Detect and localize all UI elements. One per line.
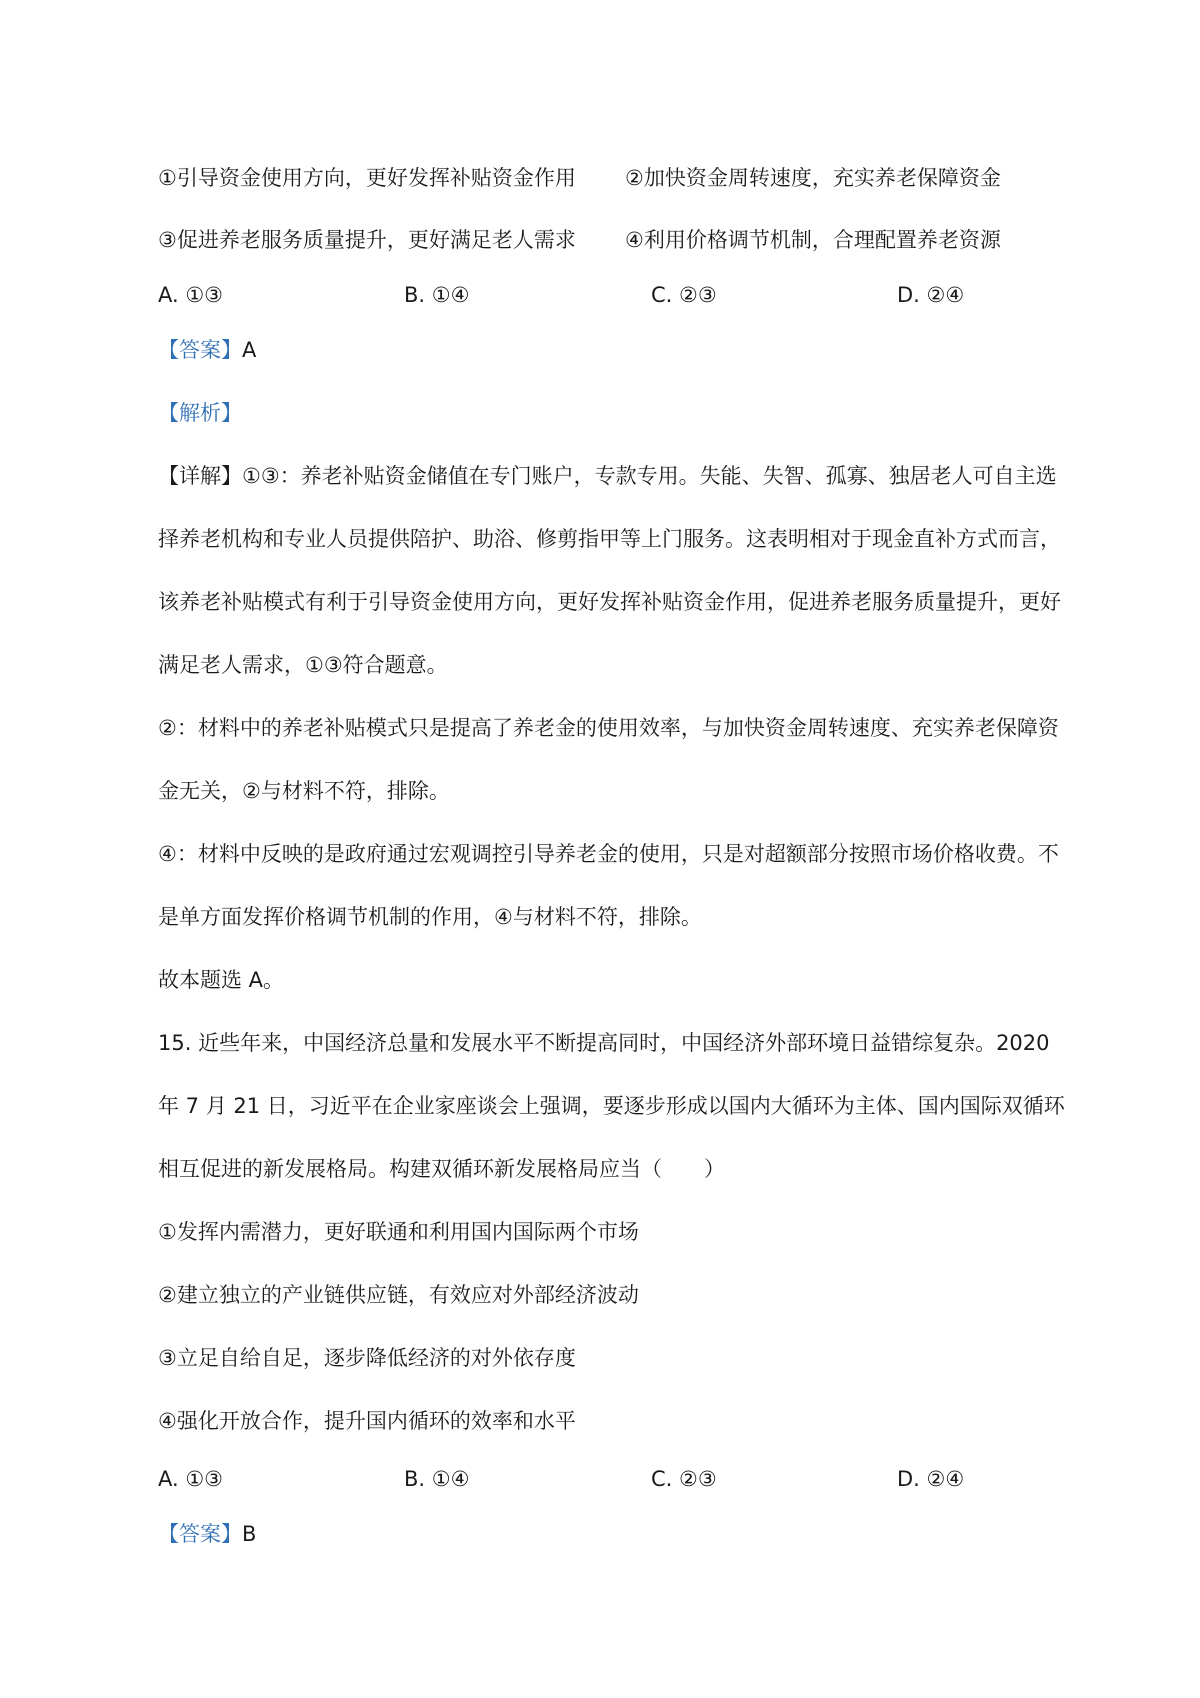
- q15-option-a: A. ①③: [158, 1467, 223, 1491]
- q14-statement-3: ③促进养老服务质量提升，更好满足老人需求: [158, 228, 576, 252]
- q14-detail-line-3: 该养老补贴模式有利于引导资金使用方向，更好发挥补贴资金作用，促进养老服务质量提升，更好: [158, 590, 1061, 614]
- q14-detail-line-9: 故本题选 A。: [158, 968, 285, 992]
- answer-tag: 【答案】: [158, 1522, 242, 1546]
- answer-value: B: [242, 1522, 257, 1546]
- q14-detail-line-2: 择养老机构和专业人员提供陪护、助浴、修剪指甲等上门服务。这表明相对于现金直补方式而言，: [158, 527, 1061, 551]
- q14-detail-line-1: [158, 461, 1057, 491]
- answer-value: A: [242, 338, 257, 362]
- q15-option-b: B. ①④: [404, 1467, 470, 1491]
- q15-stem-line-3: 相互促进的新发展格局。构建双循环新发展格局应当（ ）: [158, 1157, 725, 1181]
- detail-text: ①③：养老补贴资金储值在专门账户，专款专用。失能、失智、孤寡、独居老人可自主选: [242, 464, 1057, 488]
- q15-statement-4: ④强化开放合作，提升国内循环的效率和水平: [158, 1409, 576, 1433]
- q14-detail-line-6: 金无关，②与材料不符，排除。: [158, 779, 450, 803]
- q15-stem-line-1: 15. 近些年来，中国经济总量和发展水平不断提高同时，中国经济外部环境日益错综复杂。2020: [158, 1031, 1050, 1055]
- q15-stem-line-2: 年 7 月 21 日，习近平在企业家座谈会上强调，要逐步形成以国内大循环为主体、国内国际双循环: [158, 1094, 1065, 1118]
- q15-answer: [158, 1519, 256, 1549]
- q15-option-c: C. ②③: [651, 1467, 717, 1491]
- q14-answer: [158, 335, 256, 365]
- q14-detail-line-4: 满足老人需求，①③符合题意。: [158, 653, 448, 677]
- q14-detail-line-7: ④：材料中反映的是政府通过宏观调控引导养老金的使用，只是对超额部分按照市场价格收费。不: [158, 842, 1059, 866]
- detail-tag: 【详解】: [158, 464, 242, 488]
- q14-analysis-tag: 【解析】: [158, 401, 242, 425]
- q15-option-d: D. ②④: [897, 1467, 965, 1491]
- q14-detail-line-8: 是单方面发挥价格调节机制的作用，④与材料不符，排除。: [158, 905, 702, 929]
- q14-statement-4: ④利用价格调节机制，合理配置养老资源: [625, 228, 1001, 252]
- q14-detail-line-5: ②：材料中的养老补贴模式只是提高了养老金的使用效率，与加快资金周转速度、充实养老保障资: [158, 716, 1059, 740]
- q15-statement-3: ③立足自给自足，逐步降低经济的对外依存度: [158, 1346, 576, 1370]
- q15-statement-1: ①发挥内需潜力，更好联通和利用国内国际两个市场: [158, 1220, 639, 1244]
- q14-statement-1: ①引导资金使用方向，更好发挥补贴资金作用: [158, 166, 576, 190]
- q14-option-a: A. ①③: [158, 283, 223, 307]
- q15-statement-2: ②建立独立的产业链供应链，有效应对外部经济波动: [158, 1283, 639, 1307]
- q14-option-b: B. ①④: [404, 283, 470, 307]
- q14-statement-2: ②加快资金周转速度，充实养老保障资金: [625, 166, 1001, 190]
- q14-option-d: D. ②④: [897, 283, 965, 307]
- answer-tag: 【答案】: [158, 338, 242, 362]
- q14-option-c: C. ②③: [651, 283, 717, 307]
